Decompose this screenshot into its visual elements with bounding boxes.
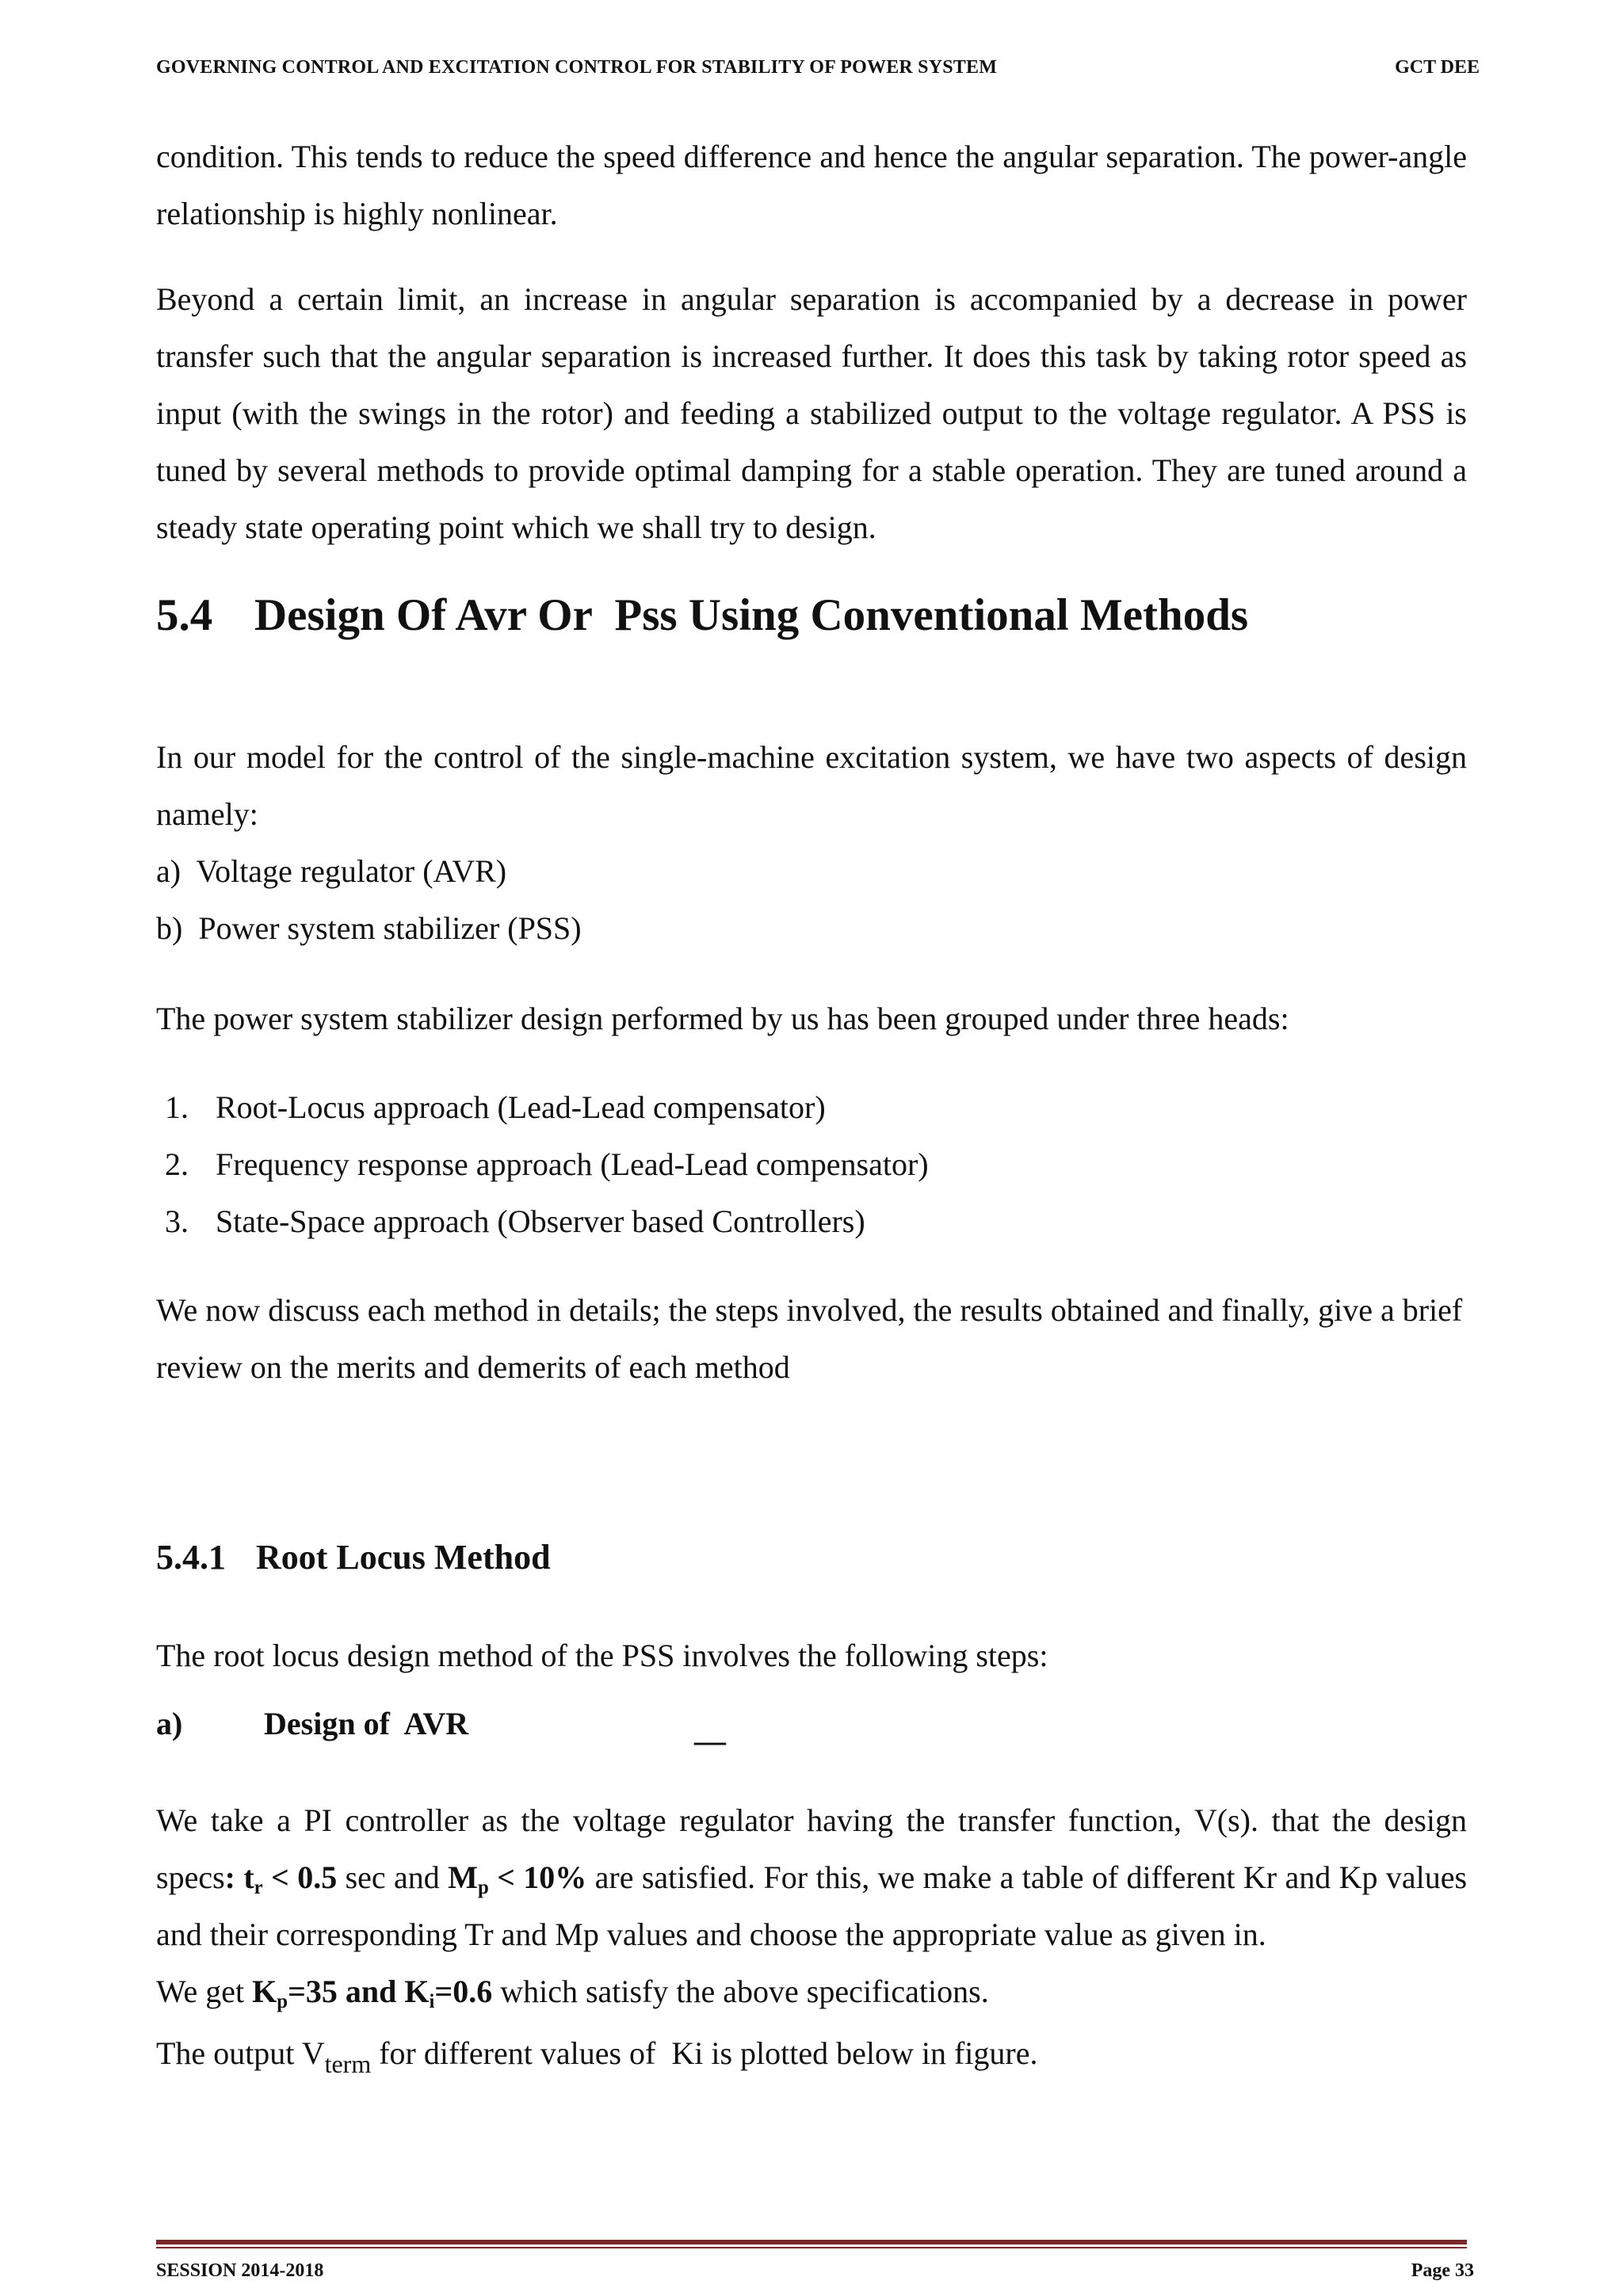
intro-paragraph-2: Beyond a certain limit, an increase in angular separation is accompanied by a decrease in power transfer such that the angular separation is increased further. It does this task by taking rotor speed as input (with the swings in the rotor) and feeding a stabilized output to the voltage regulator. A PSS is tuned by several methods to provide optimal damping for a stable operation. They are tuned around a steady state operating point which we shall try to design. (156, 281, 1467, 545)
intro-paragraph-1: condition. This tends to reduce the speed difference and hence the angular separation. The power-angle relationship is highly nonlinear. (156, 139, 1467, 231)
design-aspects-paragraph: In our model for the control of the single-machine excitation system, we have two aspects of design namely: (156, 739, 1467, 832)
root-locus-steps-paragraph: The root locus design method of the PSS involves the following steps: (156, 1638, 1048, 1673)
approach-list-item: 3. State-Space approach (Observer based Controllers) (165, 1203, 865, 1239)
aspect-item-avr: a) Voltage regulator (AVR) (156, 853, 507, 889)
step-heading-design-avr (156, 1705, 468, 1742)
output-vterm-line: The output $V_{term}$ for different values of Ki is plotted below in figure. (156, 2035, 1038, 2079)
section-heading-5-4-1 (156, 1537, 551, 1577)
section-heading-5-4 (156, 589, 1248, 641)
blank-dash: __ (694, 1712, 726, 1748)
step-label: a) (156, 1706, 183, 1741)
section-number: 5.4 (156, 590, 213, 640)
approach-list-item: 2. Frequency response approach (Lead-Lead compensator) (165, 1146, 929, 1182)
running-header-dept: GCT DEE (1395, 57, 1480, 78)
footer-rule (156, 2240, 1467, 2245)
footer-rule-thin (156, 2247, 1467, 2248)
methods-overview-paragraph: We now discuss each method in details; the steps involved, the results obtained and finally, give a brief review on the merits and demerits of each method (156, 1292, 1463, 1385)
approach-list-item: 1. Root-Locus approach (Lead-Lead compensator) (165, 1089, 826, 1125)
subsection-title: Root Locus Method (256, 1538, 551, 1577)
grouping-paragraph: The power system stabilizer design performed by us has been grouped under three heads: (156, 1001, 1289, 1036)
gain-values-line: We get $K_p=35$ and $K_i=0.6$ which satisfy the above specifications. (156, 1974, 989, 2012)
pi-controller-paragraph: We take a PI controller as the voltage regulator having the transfer function, V(s). that the design specs: $t_r < 0.5$ sec and $M_p < 10\%$ are satisfied. For this, we make a table of different Kr and Kp values and their corresponding Tr and Mp values and choose the appropriate value as given in. (156, 1802, 1468, 1952)
section-title: Design Of Avr Or Pss Using Conventional Methods (254, 590, 1249, 640)
aspect-item-pss: b) Power system stabilizer (PSS) (156, 910, 582, 946)
step-title: Design of AVR (264, 1706, 469, 1741)
footer-session: SESSION 2014-2018 (156, 2260, 324, 2281)
subsection-number: 5.4.1 (156, 1538, 226, 1577)
running-header-title: GOVERNING CONTROL AND EXCITATION CONTROL FOR STABILITY OF POWER SYSTEM (156, 57, 998, 78)
page-number: Page 33 (1411, 2260, 1474, 2281)
